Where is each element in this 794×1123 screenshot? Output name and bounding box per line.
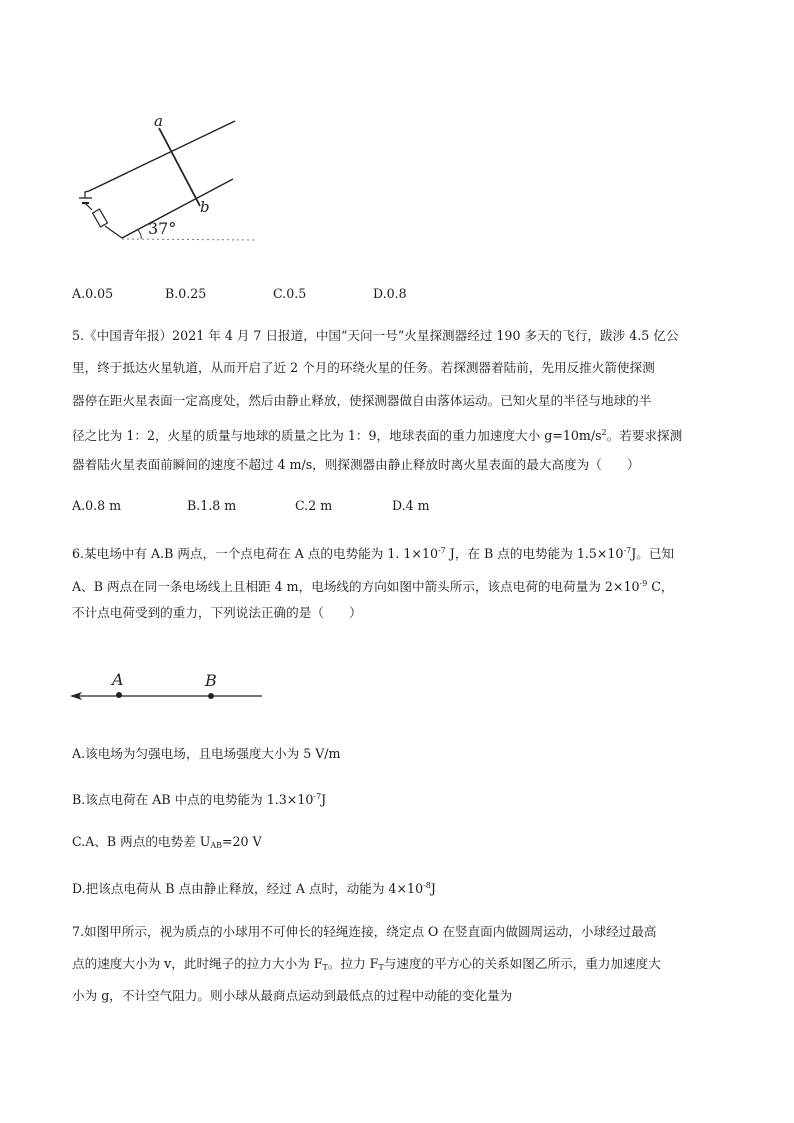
q6-l2-sup: -9 xyxy=(639,579,648,588)
q7-l2-b: 。拉力 F xyxy=(327,956,379,971)
resistor xyxy=(93,209,108,227)
q6-optB-a: B.该点电荷在 AB 中点的电势能为 1.3×10 xyxy=(72,792,314,807)
inclined-rail-figure xyxy=(76,108,256,248)
angle-label: 37° xyxy=(148,219,177,238)
q4-option-c: C.0.5 xyxy=(273,286,307,301)
circuit-wire-lower xyxy=(85,203,92,210)
q5-line-4 xyxy=(72,424,682,445)
q4-option-b: B.0.25 xyxy=(165,286,207,301)
q5-option-c: C.2 m xyxy=(295,498,333,513)
horizontal-dotted-line xyxy=(122,239,256,240)
q6-l2-b: C， xyxy=(647,579,674,594)
q7-line-3: 小为 g，不计空气阻力。则小球从最商点运动到最低点的过程中动能的变化量为 xyxy=(72,988,513,1003)
q4-option-d: D.0.8 xyxy=(373,286,407,301)
q6-optD-sup: -8 xyxy=(423,881,431,890)
q5-option-d: D.4 m xyxy=(392,498,430,513)
q6-optD-a: D.把该点电荷从 B 点由静止释放，经过 A 点时，动能为 4×10 xyxy=(72,881,424,896)
q6-option-d xyxy=(72,877,436,898)
q7-l2-c: 与速度的平方心的关系如图乙所示，重力加速度大 xyxy=(383,956,661,971)
point-a xyxy=(116,692,122,698)
q6-optB-b: J xyxy=(321,792,327,807)
q5-option-a: A.0.8 m xyxy=(72,498,122,513)
field-line-figure xyxy=(68,665,268,705)
circuit-wire xyxy=(85,191,89,198)
q6-optC-b: =20 V xyxy=(221,834,262,849)
q6-line-2 xyxy=(72,575,674,596)
q7-l2-a: 点的速度大小为 v，此时绳子的拉力大小为 F xyxy=(72,956,323,971)
q6-optC-sub: AB xyxy=(210,841,222,850)
q5-sup: 2 xyxy=(601,428,607,437)
q7-l2-sub2: T xyxy=(378,963,384,972)
q5-option-b: B.1.8 m xyxy=(187,498,237,513)
q6-l1-a: 6.某电场中有 A.B 两点，一个点电荷在 A 点的电势能为 1. 1×10 xyxy=(72,546,438,561)
q7-line-1: 7.如图甲所示，视为质点的小球用不可伸长的轻绳连接，绕定点 O 在竖直面内做圆周运动，小球经过最高 xyxy=(72,924,657,939)
q4-option-a: A.0.05 xyxy=(72,286,114,301)
q6-l1-sup1: -7 xyxy=(437,546,446,555)
label-a: a xyxy=(154,112,163,130)
q7-l2-sub1: T xyxy=(322,963,328,972)
q6-l1-sup2: -7 xyxy=(623,546,632,555)
circuit-wire-bottom xyxy=(105,226,122,238)
q6-line-3: 不计点电荷受到的重力，下列说法正确的是（ ） xyxy=(72,605,362,620)
q6-option-a: A.该电场为匀强电场，且电场强度大小为 5 V/m xyxy=(72,746,341,761)
q6-option-b xyxy=(72,788,326,809)
q5-line-3: 器停在距火星表面一定高度处，然后由静止释放，使探测器做自由落体运动。已知火星的半径与地球的半 xyxy=(72,393,652,408)
lower-rail xyxy=(122,179,233,238)
q7-line-2 xyxy=(72,955,661,977)
q6-option-c xyxy=(72,833,262,855)
q5-line-4-text: 径之比为 1：2，火星的质量与地球的质量之比为 1：9，地球表面的重力加速度大小 g=10m/s xyxy=(72,428,602,443)
q5-line-2: 里，终于抵达火星轨道，从而开启了近 2 个月的环绕火星的任务。若探测器着陆前，先用反推火箭使探测 xyxy=(72,360,655,375)
q6-optB-sup: -7 xyxy=(313,792,322,801)
q5-line-5: 器着陆火星表面前瞬间的速度不超过 4 m/s，则探测器由静止释放时离火星表面的最大高度为（ ） xyxy=(72,457,640,472)
q6-line-1 xyxy=(72,542,674,563)
q5-line-1: 5.《中国青年报）2021 年 4 月 7 日报道，中国“天问一号”火星探测器经过 190 多天的飞行，跋涉 4.5 亿公 xyxy=(72,328,679,343)
label-b: b xyxy=(200,198,210,216)
label-point-a: A xyxy=(112,670,124,689)
upper-rail xyxy=(89,121,235,191)
label-point-b: B xyxy=(205,671,217,690)
q6-l1-b: J，在 B 点的电势能为 1.5×10 xyxy=(445,546,624,561)
q6-l2-a: A、B 两点在同一条电场线上且相距 4 m，电场线的方向如图中箭头所示，该点电荷的电荷量为 2×10 xyxy=(72,579,640,594)
q6-optC-a: C.A、B 两点的电势差 U xyxy=(72,834,211,849)
point-b xyxy=(208,693,214,699)
q5-line-4-end: 。若要求探测 xyxy=(606,428,683,443)
rod-ab xyxy=(159,128,200,206)
angle-arc xyxy=(138,230,141,239)
q6-optD-b: J xyxy=(430,881,436,896)
q6-l1-c: J。已知 xyxy=(631,546,675,561)
